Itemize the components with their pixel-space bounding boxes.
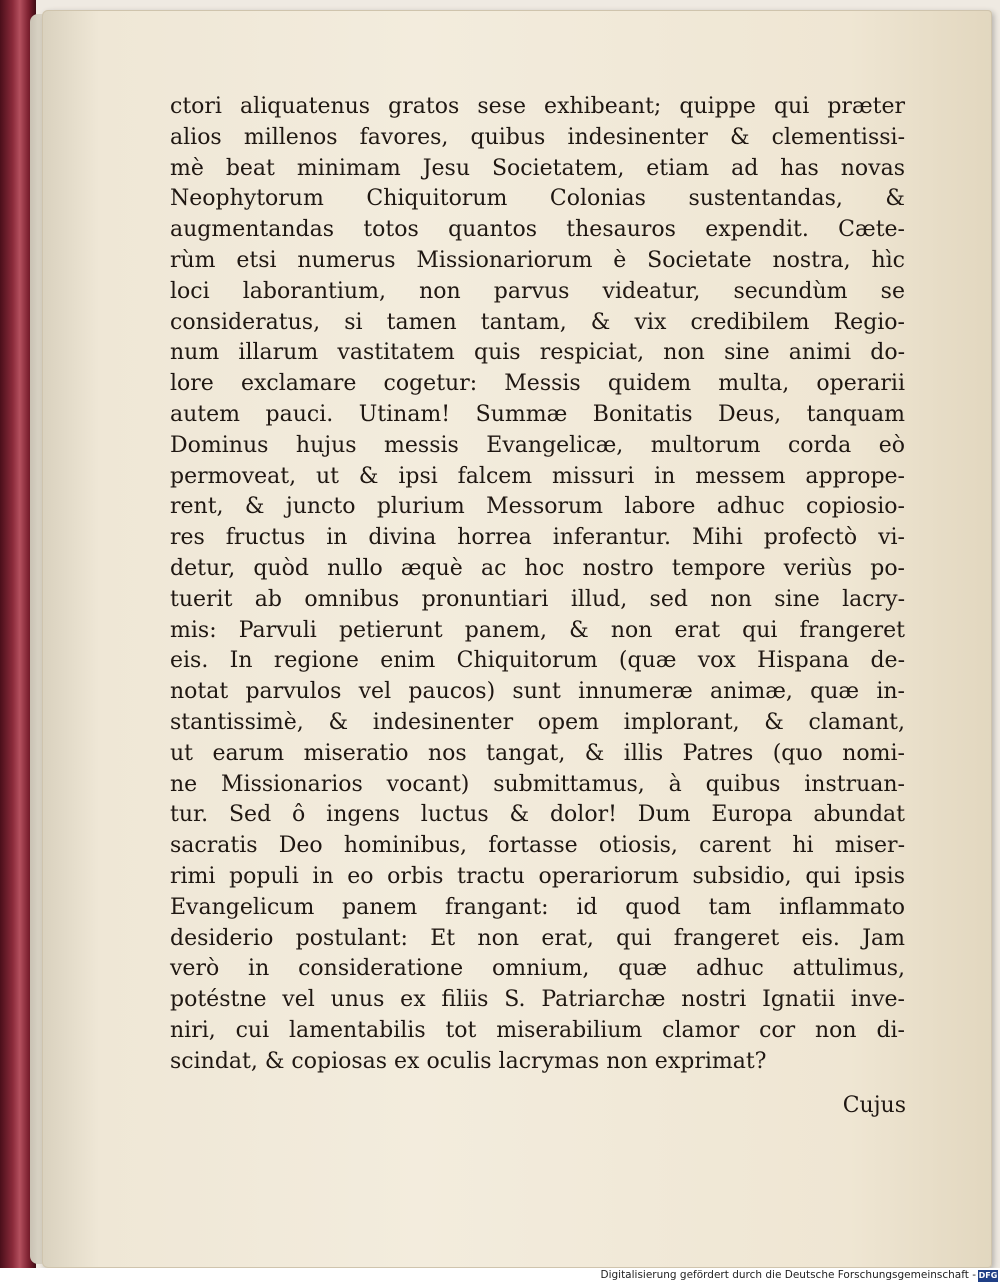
text-line: rùm etsi numerus Missionariorum è Societate nostra, hìc (170, 247, 905, 273)
text-line: consideratus, si tamen tantam, & vix credibilem Regio- (170, 309, 905, 335)
text-line: mis: Parvuli petierunt panem, & non erat qui frangeret (170, 617, 905, 643)
text-line: alios millenos favores, quibus indesinenter & clementissi- (170, 124, 905, 150)
funding-credit: Digitalisierung gefördert durch die Deutsche Forschungsgemeinschaft - (600, 1269, 976, 1281)
text-line: tuerit ab omnibus pronuntiari illud, sed non sine lacry- (170, 586, 905, 612)
text-line: rimi populi in eo orbis tractu operariorum subsidio, qui ipsis (170, 863, 905, 889)
text-line: ut earum miseratio nos tangat, & illis Patres (quo nomi- (170, 740, 905, 766)
dfg-logo: DFG (978, 1271, 998, 1280)
text-line: augmentandas totos quantos thesauros expendit. Cæte- (170, 217, 905, 243)
text-line: res fructus in divina horrea inferantur. Mihi profectò vi- (170, 525, 905, 551)
catchword: Cujus (842, 1093, 906, 1118)
text-line: scindat, & copiosas ex oculis lacrymas non exprimat? (170, 1048, 767, 1074)
text-line: notat parvulos vel paucos) sunt innumeræ animæ, quæ in- (170, 679, 905, 705)
text-line: num illarum vastitatem quis respiciat, non sine animi do- (170, 340, 905, 366)
text-line: Evangelicum panem frangant: id quod tam inflammato (170, 894, 905, 920)
body-text (170, 92, 905, 1078)
text-line: desiderio postulant: Et non erat, qui frangeret eis. Jam (170, 925, 905, 951)
text-line: stantissimè, & indesinenter opem implorant, & clamant, (170, 709, 905, 735)
digitization-footer (0, 1268, 1000, 1284)
text-line: Neophytorum Chiquitorum Colonias sustentandas, & (170, 186, 905, 212)
text-line: autem pauci. Utinam! Summæ Bonitatis Deus, tanquam (170, 401, 905, 427)
text-line: permoveat, ut & ipsi falcem missuri in messem apprope- (170, 463, 905, 489)
text-line: loci laborantium, non parvus videatur, secundùm se (170, 278, 905, 304)
text-line: ne Missionarios vocant) submittamus, à quibus instruan- (170, 771, 905, 797)
text-line: niri, cui lamentabilis tot miserabilium clamor cor non di- (170, 1017, 905, 1043)
text-line: tur. Sed ô ingens luctus & dolor! Dum Europa abundat (170, 802, 905, 828)
text-line: verò in consideratione omnium, quæ adhuc attulimus, (170, 956, 905, 982)
text-line: Dominus hujus messis Evangelicæ, multorum corda eò (170, 432, 905, 458)
text-line: eis. In regione enim Chiquitorum (quæ vox Hispana de- (170, 648, 905, 674)
text-line: detur, quòd nullo æquè ac hoc nostro tempore veriùs po- (170, 555, 905, 581)
text-line: sacratis Deo hominibus, fortasse otiosis, carent hi miser- (170, 833, 905, 859)
text-line: potéstne vel unus ex filiis S. Patriarchæ nostri Ignatii inve- (170, 987, 905, 1013)
text-line: mè beat minimam Jesu Societatem, etiam ad has novas (170, 155, 905, 181)
text-line: lore exclamare cogetur: Messis quidem multa, operarii (170, 371, 905, 397)
text-line: ctori aliquatenus gratos sese exhibeant; quippe qui præter (170, 94, 905, 119)
text-line: rent, & juncto plurium Messorum labore adhuc copiosio- (170, 494, 905, 520)
